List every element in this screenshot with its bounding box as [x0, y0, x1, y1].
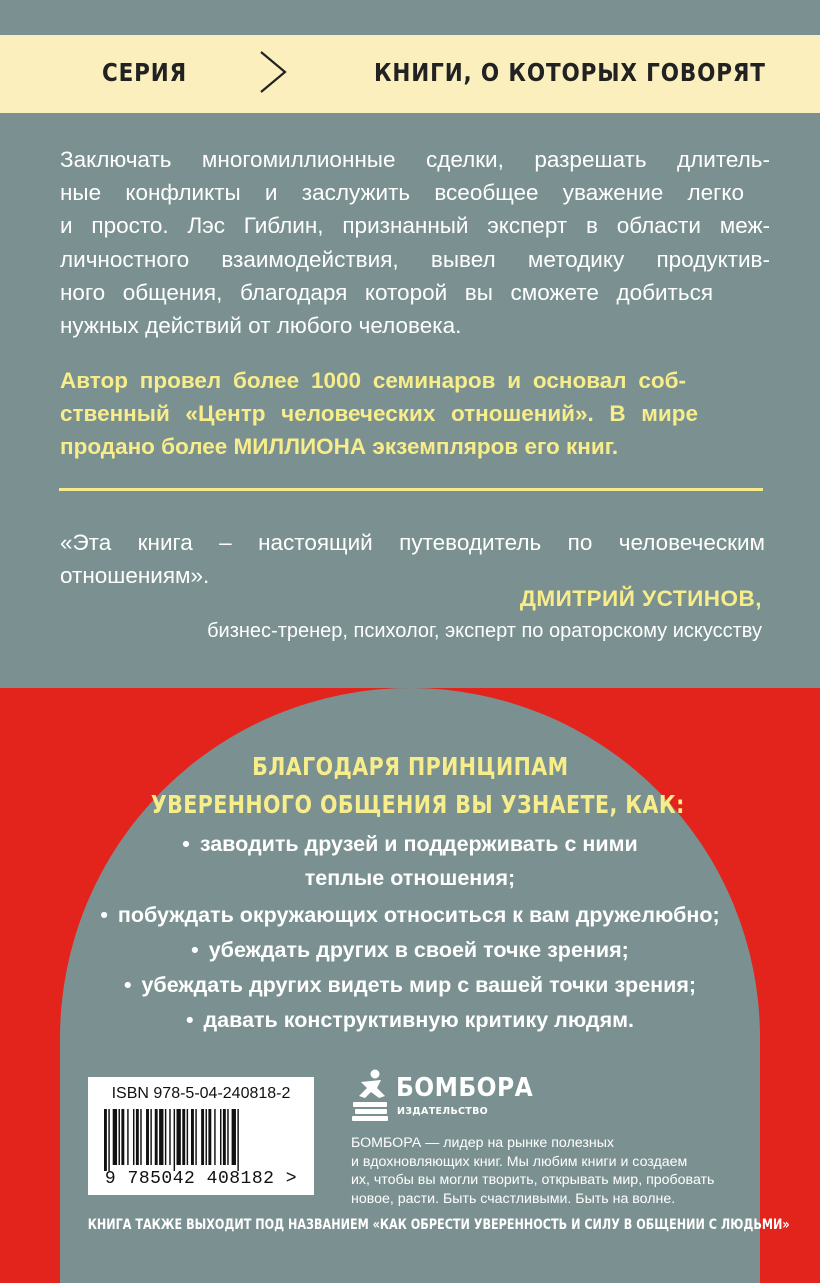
description-line: ные конфликты и заслужить всеобщее уважение легко — [60, 180, 744, 206]
learn-heading-text: БЛАГОДАРЯ ПРИНЦИПАМ — [251, 752, 569, 781]
isbn-digits: 9 785042 408182 > — [104, 1169, 298, 1189]
section-divider — [59, 488, 763, 491]
description-line: и просто. Лэс Гиблин, признанный эксперт в области меж- — [60, 213, 770, 239]
series-label: СЕРИЯ — [102, 58, 188, 87]
chevron-right-icon — [255, 48, 289, 96]
barcode-icon — [102, 1109, 302, 1171]
list-item — [80, 973, 740, 998]
description-line: личностного взаимодействия, вывел методику продуктив- — [60, 246, 770, 272]
publisher-line: их, чтобы вы могли творить, открывать мир, пробовать — [351, 1172, 715, 1188]
list-item-text: побуждать окружающих относиться к вам дружелюбно; — [117, 903, 720, 927]
list-item — [80, 903, 740, 928]
bullet-icon: • — [182, 832, 190, 856]
list-item — [80, 832, 740, 857]
learn-heading-line — [100, 790, 720, 819]
author-highlight — [60, 364, 770, 464]
list-item-text: убеждать других видеть мир с вашей точки зрения; — [141, 973, 697, 997]
publisher-logo-subtitle: ИЗДАТЕЛЬСТВО — [397, 1106, 488, 1117]
review-quote — [60, 526, 765, 592]
list-item-continuation — [80, 866, 740, 891]
highlight-line: Автор провел более 1000 семинаров и основал соб- — [60, 368, 686, 393]
book-description — [60, 143, 770, 342]
bullet-icon: • — [186, 1008, 194, 1032]
publisher-line: новое, расти. Быть счастливыми. Быть на волне. — [351, 1190, 676, 1207]
alternate-title-note — [0, 1217, 820, 1233]
list-item-text: теплые отношения; — [304, 866, 516, 890]
list-item-text: давать конструктивную критику людям. — [203, 1008, 634, 1032]
bullet-icon: • — [123, 973, 132, 997]
isbn-label: ISBN 978-5-04-240818-2 — [111, 1085, 291, 1102]
description-line: ного общения, благодаря которой вы сможете добиться — [60, 279, 713, 305]
list-item-text: убеждать других в своей точке зрения; — [208, 938, 629, 962]
publisher-description — [351, 1134, 751, 1208]
list-item — [80, 1008, 740, 1033]
learn-heading-text: УВЕРЕННОГО ОБЩЕНИЯ ВЫ УЗНАЕТЕ, КАК: — [150, 790, 685, 819]
bullet-icon: • — [100, 903, 108, 927]
running-figure-on-books-icon — [351, 1068, 391, 1122]
list-item — [80, 938, 740, 963]
series-name: КНИГИ, О КОТОРЫХ ГОВОРЯТ — [374, 58, 766, 87]
description-line: нужных действий от любого человека. — [60, 313, 462, 339]
isbn-barcode-box — [88, 1077, 314, 1195]
quote-line: «Эта книга – настоящий путеводитель по человеческим — [60, 530, 765, 555]
highlight-line: продано более МИЛЛИОНА экземпляров его книг. — [60, 434, 619, 460]
quote-author: ДМИТРИЙ УСТИНОВ, — [519, 586, 762, 611]
publisher-line: БОМБОРА — лидер на рынке полезных — [351, 1135, 614, 1151]
publisher-line: и вдохновляющих книг. Мы любим книги и создаем — [351, 1153, 688, 1170]
bullet-icon: • — [191, 938, 199, 962]
learn-heading-line — [100, 752, 720, 781]
publisher-logo-name: БОМБОРА — [396, 1073, 534, 1103]
highlight-line: ственный «Центр человеческих отношений». В мире — [60, 401, 698, 427]
footer-text: КНИГА ТАКЖЕ ВЫХОДИТ ПОД НАЗВАНИЕМ «КАК ОБРЕСТИ УВЕРЕННОСТЬ И СИЛУ В ОБЩЕНИИ С ЛЮДЬМИ» — [87, 1217, 790, 1233]
quote-author-role: бизнес-тренер, психолог, эксперт по ораторскому искусству — [207, 620, 762, 642]
quote-line: отношениям». — [60, 563, 210, 588]
list-item-text: заводить друзей и поддерживать с ними — [199, 832, 638, 856]
description-line: Заключать многомиллионные сделки, разрешать длитель- — [60, 147, 770, 172]
